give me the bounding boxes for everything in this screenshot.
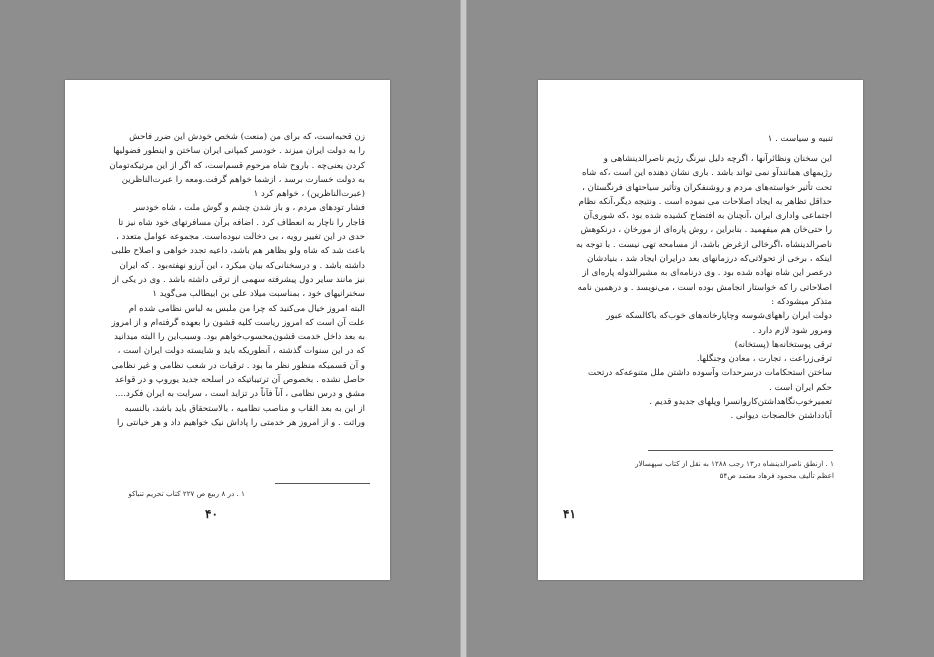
page-number-40: ۴۰ [205, 507, 218, 521]
page-40-body [95, 130, 365, 430]
page-41-body [562, 152, 832, 424]
text-line: فشار تودهای مردم ، و باز شدن چشم و گوش ملت ، شاه خودسر [133, 203, 365, 214]
footnote-rule [275, 483, 370, 484]
text-line: و آن قسمیکه منظور نظر ما بود . ترقیات در شعب نظامی و غیر نظامی [111, 360, 365, 371]
text-line: نیز مانند سایر دول پیشرفته سهمی از ترقی داشته باشد . وی در یکی از [112, 274, 365, 285]
text-line: اصلاحاتی را که خواستار انجامش بوده است ، می‌نویسد . و درهمین نامه [577, 282, 832, 293]
page-41 [538, 80, 863, 580]
text-line: کردن یعنی‌چه . باروح شاه مرحوم قسم‌است، که اگر از این مرتیکه‌تومان [109, 160, 365, 171]
text-line: درعصر این شاه نهاده شده بود . وی درنامه‌ای به مشیرالدوله پاره‌ای از [582, 268, 832, 279]
text-line: باعث شد که شاه ولو بظاهر هم باشد، داعیه تجدد خواهی و اصلاح طلبی [111, 246, 365, 257]
text-line: حکم ایران است . [769, 382, 832, 393]
text-line: را به دولت ایران میزند . خودسر کمپانی ایران ساختن و اینطور فضولیها [113, 146, 365, 157]
page-40-footnote: ۱ . در ۸ ربیع ص ۲۲۷ کتاب تحریم تنباکو [128, 489, 245, 498]
text-line: تعمیرخوب‌نگاهداشتن‌کاروانسرا وپلهای جدید‌و قدیم . [649, 397, 832, 408]
text-line: متذکر میشودکه : [771, 296, 832, 307]
text-line: ناصرالدینشاه ،اگرخالی ازغرض باشد، از مسامحه تهی نیست . با توجه به [575, 239, 832, 250]
text-line: تحت تأثیر خواسته‌های مردم و روشنفکران وتأثیر سیاحتهای فرنگستان ، [582, 182, 832, 193]
text-line: (عبرت‌الناظرین) ، خواهم کرد ۱ [253, 189, 365, 200]
text-line: قاجار را ناچار به انعطاف کرد . اضافه برآن مسافرتهای خود شاه نیز تا [118, 217, 365, 228]
text-line: حداقل تظاهر به ایجاد اصلاحات می نموده است . ونتیجه دیگر،آنکه نظام [578, 196, 832, 207]
text-line: حاصل نشده . بخصوص آن ترتیباتیکه در اسلحه جدید یوروپ و در قواعد [114, 375, 365, 386]
text-line: داشته باشد . و درسخنانی‌که بیان میکرد ، این آرزو نهفته‌بود . که ایران [119, 260, 365, 271]
text-line: را حتی‌خان هم میفهمید . بنابراین ، روش پاره‌ای از مورخان ، درنکوهش [580, 225, 832, 236]
page-41-heading: تنبیه و سیاست . ۱ [767, 134, 833, 144]
page-number-41: ۴۱ [563, 507, 576, 521]
text-line: سخنرانیهای خود ، بمناسبت میلاد علی بن ابیطالب می‌گوید ۱ [152, 289, 365, 300]
text-line: آبادداشتن خالصجات دیوانی . [730, 411, 832, 422]
text-line: مشق و درس نظامی ، آناً فآناً در تزاید است ، سرایت به ایران فکرد.... [115, 389, 365, 400]
text-line: وراثت . و از امروز هر خدمتی را پاداش نیک خواهیم داد و هر خیانتی را [117, 417, 365, 428]
text-line: رژیمهای همانندآو نمی تواند باشد . باری نشان دهنده این است ،که شاه [582, 168, 832, 179]
page-40 [65, 80, 390, 580]
text-line: به دولت خسارت برسد ، ازشما خواهم گرفت.ومعه را عبرت‌الناظرین [121, 174, 365, 185]
text-line: که در این سنوات گذشته ، آنطوریکه باید و شایسته دولت ایران است ، [117, 346, 365, 357]
text-line: از این به بعد القاب و مناصب نظامیه ، بالاستحقاق باید باشد، بالنسبه [124, 403, 365, 414]
text-line: دولت ایران راههای‌شوسه وچاپارخانه‌های خوب‌که باکالسکه عبور [606, 311, 832, 322]
text-line: البته امروز خیال می‌کنید که چرا من ملبس به لباس نظامی شده ام [128, 303, 365, 314]
page-41-footnotes [560, 458, 834, 482]
footnote-line: ۱ . ازنطق ناصرالدینشاه در۱۳ رجب ۱۲۸۸ به نقل از کتاب سپهسالار [635, 459, 834, 468]
text-line: ومرور شود لازم دارد . [752, 325, 832, 336]
text-line: ترقی پوستخانه‌ها (پستخانه) [734, 339, 832, 350]
text-line: اجتماعی واداری ایران ،آنچنان به افتضاح کشیده شده بود ،که شوری‌آن [583, 211, 832, 222]
text-line: این سخنان ونظائرآنها ، اگرچه دلیل نیرنگ رژیم ناصرالدینشاهی و [603, 154, 832, 164]
text-line: ترقی‌زراعت ، تجارت ، معادن وجنگلها. [696, 354, 832, 365]
page-spread-divider[interactable] [460, 0, 467, 657]
footnote-rule [648, 450, 833, 451]
text-line: علت آن است که امروز ریاست کلیه قشون را بعهده گرفته‌ام و از امروز [111, 317, 365, 328]
text-line: به بعد داخل خدمت قشون‌محسوب‌خواهم بود. وسبب‌این را البته میدانید [114, 332, 365, 343]
text-line: زن قحبه‌است، که برای من (منعت) شخص خودش این ضرر فاحش [129, 132, 365, 142]
text-line: اینکه ، برخی از تحولاتی‌که درزمانهای بعد درایران ایجاد شد ، بنیادشان [587, 254, 832, 265]
text-line: حدی در این تغییر رویه ، بی دخالت نبوده‌است. مجموعه عوامل متعدد ، [116, 232, 365, 243]
footnote-line: اعظم تألیف محمود فرهاد معتمد ص۵۴ [719, 471, 834, 480]
text-line: ساختن استحکامات درسرحدات وآسوده داشتن ملل متنوعه‌که درتحت [587, 368, 832, 379]
